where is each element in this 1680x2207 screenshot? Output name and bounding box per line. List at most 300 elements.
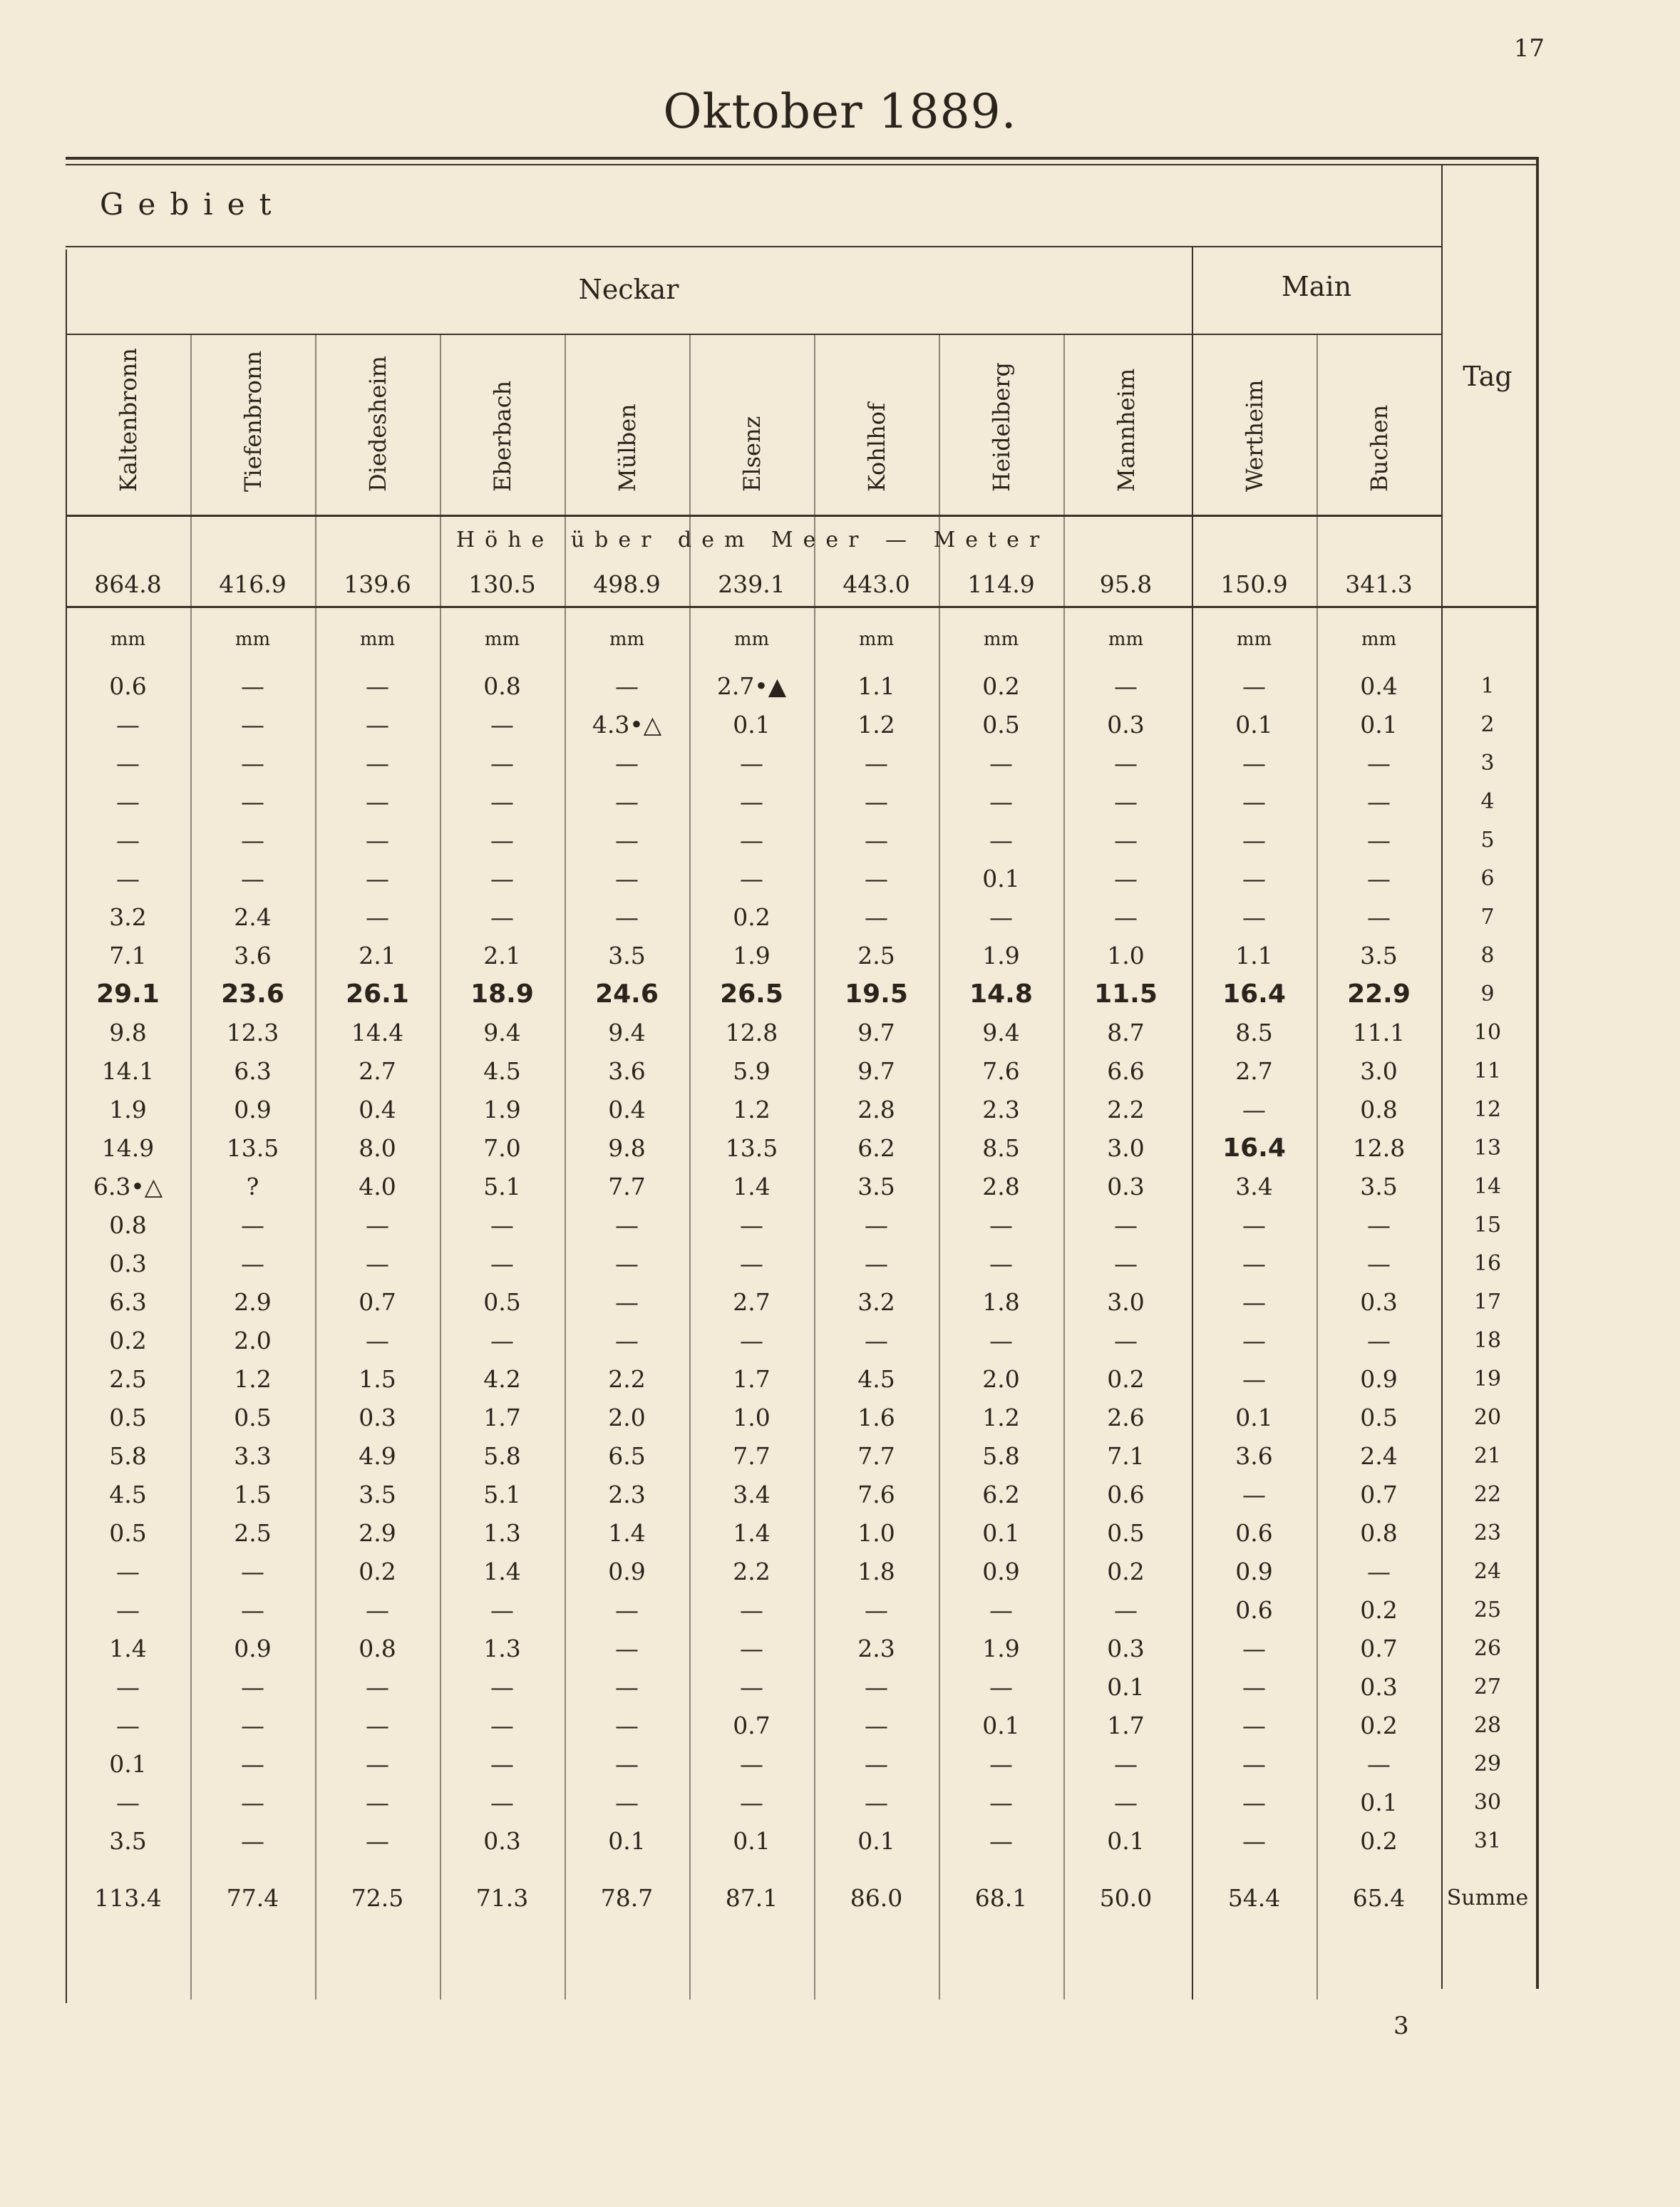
precip-cell: 16.4	[1222, 979, 1286, 1009]
precip-cell: —	[740, 1250, 763, 1277]
elevation-cell: 498.9	[593, 570, 661, 598]
precip-cell: —	[1114, 1211, 1138, 1239]
elevation-caption: Höhe über dem Meer — Meter	[456, 528, 1050, 552]
precip-cell: 2.0	[608, 1404, 646, 1431]
precip-cell: —	[1242, 1673, 1266, 1701]
precip-cell: —	[241, 788, 264, 816]
precip-cell: 6.3	[109, 1288, 147, 1316]
precip-cell: 9.4	[483, 1019, 521, 1046]
day-cell: 21	[1473, 1444, 1502, 1468]
elevation-cell: 150.9	[1220, 570, 1288, 598]
precip-cell: 2.9	[359, 1519, 396, 1547]
precip-cell: —	[366, 672, 389, 700]
precip-cell: 1.3	[483, 1635, 521, 1662]
precip-cell: —	[241, 749, 264, 777]
precip-cell: 3.3	[234, 1442, 272, 1470]
precip-cell: —	[490, 1596, 514, 1624]
precip-cell: 7.0	[483, 1134, 521, 1162]
station-name: Elsenz	[738, 416, 766, 492]
precip-cell: 0.9	[982, 1558, 1020, 1585]
precip-cell: ?	[246, 1173, 259, 1200]
day-cell: 24	[1473, 1559, 1502, 1584]
precip-cell: 9.7	[857, 1019, 895, 1046]
precip-cell: 7.6	[857, 1481, 895, 1508]
precip-cell: —	[865, 749, 888, 777]
precip-cell: —	[865, 1596, 888, 1624]
page-title: Oktober 1889.	[663, 84, 1017, 139]
precip-cell: 0.7	[1360, 1481, 1398, 1508]
precip-cell: 11.1	[1352, 1019, 1406, 1046]
elevation-cell: 864.8	[94, 570, 162, 598]
precip-cell: —	[865, 788, 888, 816]
precip-cell: 0.2	[1360, 1712, 1398, 1739]
sum-cell: 50.0	[1099, 1884, 1153, 1912]
elevation-cell: 130.5	[468, 570, 536, 598]
precip-cell: —	[615, 788, 639, 816]
precip-cell: 2.5	[857, 942, 895, 969]
precip-cell: 0.3	[1360, 1673, 1398, 1701]
precip-cell: —	[989, 788, 1013, 816]
precip-cell: —	[1242, 1635, 1266, 1662]
precip-cell: —	[865, 1250, 888, 1277]
station-header	[939, 341, 1063, 519]
precip-cell: 0.2	[982, 672, 1020, 700]
elevation-cell: 416.9	[219, 570, 287, 598]
station-header	[814, 341, 939, 519]
precip-cell: 1.1	[857, 672, 895, 700]
elevation-cell: 139.6	[344, 570, 411, 598]
precip-cell: 0.1	[733, 711, 771, 739]
precip-cell: 0.3	[1360, 1288, 1398, 1316]
precip-cell: 0.5	[483, 1288, 521, 1316]
station-header	[440, 341, 565, 519]
precip-cell: 7.1	[1107, 1442, 1145, 1470]
precip-cell: —	[1114, 903, 1138, 931]
day-cell: 18	[1473, 1328, 1502, 1353]
precip-cell: —	[740, 826, 763, 854]
precip-cell: —	[366, 749, 389, 777]
precip-cell: 1.7	[1107, 1712, 1145, 1739]
precip-cell: —	[1242, 1250, 1266, 1277]
region-neckar: Neckar	[578, 274, 679, 305]
precip-cell: 0.9	[608, 1558, 646, 1585]
precip-cell: —	[366, 1596, 389, 1624]
day-cell: 10	[1473, 1020, 1502, 1045]
precip-cell: —	[241, 1789, 264, 1816]
station-header	[689, 341, 814, 519]
precip-cell: 8.0	[359, 1134, 396, 1162]
precip-cell: 3.5	[608, 942, 646, 969]
precip-cell: 1.9	[733, 942, 771, 969]
precip-cell: —	[1367, 1750, 1391, 1778]
precip-cell: —	[241, 711, 264, 739]
precip-cell: —	[116, 865, 140, 892]
precip-cell: 3.5	[1360, 942, 1398, 969]
station-name: Wertheim	[1240, 379, 1268, 492]
day-cell: 3	[1480, 751, 1495, 776]
precip-cell: 1.4	[109, 1635, 147, 1662]
day-cell: 4	[1480, 789, 1495, 814]
unit-cell: mm	[1236, 629, 1272, 650]
precip-cell: —	[490, 1789, 514, 1816]
precip-cell: 0.3	[1107, 711, 1145, 739]
precip-cell: 9.7	[857, 1057, 895, 1085]
precip-cell: —	[490, 711, 514, 739]
precip-cell: —	[241, 1558, 264, 1585]
precip-cell: 0.7	[359, 1288, 396, 1316]
precip-cell: 2.4	[1360, 1442, 1398, 1470]
unit-cell: mm	[733, 629, 770, 650]
precip-cell: —	[1367, 788, 1391, 816]
precip-cell: —	[1242, 1365, 1266, 1393]
precip-cell: —	[366, 1827, 389, 1855]
precip-cell: 6.2	[982, 1481, 1020, 1508]
precip-cell: 2.2	[1107, 1096, 1145, 1123]
precip-cell: 12.8	[1352, 1134, 1406, 1162]
precip-cell: —	[241, 1250, 264, 1277]
precip-cell: 0.9	[1360, 1365, 1398, 1393]
precip-cell: —	[989, 1750, 1013, 1778]
precip-cell: —	[116, 1673, 140, 1701]
precip-cell: —	[1242, 1096, 1266, 1123]
day-cell: 17	[1473, 1290, 1502, 1315]
precip-cell: 0.3	[1107, 1173, 1145, 1200]
precip-cell: 4.3•△	[592, 711, 662, 739]
precip-cell: 0.8	[359, 1635, 396, 1662]
precip-cell: —	[740, 865, 763, 892]
precip-cell: —	[241, 1750, 264, 1778]
precip-cell: 5.8	[109, 1442, 147, 1470]
unit-cell: mm	[484, 629, 520, 650]
precip-cell: —	[615, 1789, 639, 1816]
precip-cell: 1.8	[857, 1558, 895, 1585]
precip-cell: 1.2	[234, 1365, 272, 1393]
precip-cell: 2.5	[109, 1365, 147, 1393]
precip-cell: —	[116, 711, 140, 739]
precip-cell: 2.0	[982, 1365, 1020, 1393]
elevation-cell: 341.3	[1345, 570, 1413, 598]
precip-cell: 5.1	[483, 1173, 521, 1200]
station-name: Mülben	[613, 403, 641, 492]
precip-cell: —	[366, 1673, 389, 1701]
precip-cell: —	[740, 1789, 763, 1816]
precip-cell: —	[1114, 1327, 1138, 1354]
precip-cell: 3.5	[857, 1173, 895, 1200]
precip-cell: —	[1242, 788, 1266, 816]
sum-label: Summe	[1446, 1886, 1529, 1910]
precip-cell: 1.4	[733, 1519, 771, 1547]
precip-cell: 2.1	[359, 942, 396, 969]
unit-cell: mm	[359, 629, 396, 650]
station-name: Tiefenbronn	[239, 350, 267, 492]
precip-cell: 1.7	[733, 1365, 771, 1393]
precip-cell: 3.6	[608, 1057, 646, 1085]
precip-cell: 0.1	[982, 1519, 1020, 1547]
precip-cell: 12.3	[226, 1019, 279, 1046]
station-name: Eberbach	[488, 380, 516, 492]
precip-cell: —	[1242, 1789, 1266, 1816]
precip-cell: —	[1114, 1750, 1138, 1778]
precip-cell: 2.3	[982, 1096, 1020, 1123]
precip-cell: 18.9	[470, 979, 534, 1009]
precip-cell: 0.2	[1107, 1558, 1145, 1585]
precip-cell: —	[1114, 865, 1138, 892]
precip-cell: —	[1114, 672, 1138, 700]
precip-cell: 2.8	[982, 1173, 1020, 1200]
top-rule	[66, 157, 1536, 160]
tag-header: Tag	[1463, 361, 1512, 392]
precip-cell: 3.0	[1107, 1134, 1145, 1162]
precip-cell: 6.5	[608, 1442, 646, 1470]
precip-cell: —	[1367, 1327, 1391, 1354]
precip-cell: —	[989, 1789, 1013, 1816]
precip-cell: 0.5	[109, 1404, 147, 1431]
precip-cell: 2.1	[483, 942, 521, 969]
station-header	[1316, 341, 1441, 519]
precip-cell: 0.9	[234, 1096, 272, 1123]
sum-cell: 68.1	[974, 1884, 1028, 1912]
precip-cell: 1.4	[608, 1519, 646, 1547]
day-cell: 5	[1480, 828, 1495, 853]
precip-cell: —	[1114, 1789, 1138, 1816]
gebiet-label: Gebiet	[100, 187, 286, 222]
precip-cell: —	[865, 865, 888, 892]
precip-cell: 13.5	[226, 1134, 279, 1162]
precip-cell: —	[1367, 826, 1391, 854]
precip-cell: 6.2	[857, 1134, 895, 1162]
precip-cell: 0.3	[483, 1827, 521, 1855]
precip-cell: 0.1	[857, 1827, 895, 1855]
precip-cell: 9.8	[608, 1134, 646, 1162]
day-cell: 8	[1480, 943, 1495, 968]
precip-cell: —	[865, 1673, 888, 1701]
precip-cell: 9.4	[608, 1019, 646, 1046]
day-cell: 19	[1473, 1367, 1502, 1391]
precip-cell: —	[989, 903, 1013, 931]
precip-cell: 7.1	[109, 942, 147, 969]
precip-cell: —	[490, 749, 514, 777]
day-cell: 2	[1480, 712, 1495, 737]
precip-cell: 8.7	[1107, 1019, 1145, 1046]
precip-cell: —	[490, 1327, 514, 1354]
precip-cell: —	[615, 1250, 639, 1277]
unit-cell: mm	[858, 629, 895, 650]
precip-cell: 0.2	[1360, 1827, 1398, 1855]
precip-cell: —	[989, 749, 1013, 777]
precip-cell: —	[116, 1596, 140, 1624]
precip-cell: —	[490, 865, 514, 892]
day-cell: 11	[1473, 1059, 1502, 1084]
precip-cell: —	[865, 1750, 888, 1778]
precip-cell: 0.6	[1235, 1519, 1273, 1547]
day-cell: 16	[1473, 1251, 1502, 1276]
precip-cell: —	[1114, 749, 1138, 777]
precip-cell: 1.2	[733, 1096, 771, 1123]
precip-cell: —	[615, 826, 639, 854]
precip-cell: 4.2	[483, 1365, 521, 1393]
right-border	[1536, 157, 1539, 1989]
precip-cell: —	[366, 1327, 389, 1354]
precip-cell: —	[490, 1712, 514, 1739]
precip-cell: —	[1367, 1211, 1391, 1239]
day-cell: 20	[1473, 1405, 1502, 1430]
precip-cell: —	[865, 826, 888, 854]
precip-cell: 26.1	[346, 979, 409, 1009]
precip-cell: 4.5	[857, 1365, 895, 1393]
precip-cell: 0.8	[1360, 1519, 1398, 1547]
precip-cell: 0.2	[109, 1327, 147, 1354]
precip-cell: 5.8	[483, 1442, 521, 1470]
precip-cell: —	[615, 672, 639, 700]
precip-cell: —	[1367, 1558, 1391, 1585]
precip-cell: —	[1114, 788, 1138, 816]
precip-cell: —	[366, 711, 389, 739]
precip-cell: 0.4	[608, 1096, 646, 1123]
precip-cell: —	[1367, 1250, 1391, 1277]
precip-cell: —	[490, 1211, 514, 1239]
precip-cell: 0.5	[1360, 1404, 1398, 1431]
day-cell: 14	[1473, 1174, 1502, 1199]
precip-cell: 0.9	[234, 1635, 272, 1662]
precip-cell: 0.2	[733, 903, 771, 931]
precip-cell: 3.0	[1107, 1288, 1145, 1316]
precip-cell: 0.7	[1360, 1635, 1398, 1662]
sum-cell: 54.4	[1227, 1884, 1281, 1912]
precip-cell: 3.2	[109, 903, 147, 931]
region-rule	[66, 246, 1441, 247]
precip-cell: 3.4	[733, 1481, 771, 1508]
precip-cell: —	[241, 1673, 264, 1701]
precip-cell: 2.7	[1235, 1057, 1273, 1085]
precip-cell: 0.9	[1235, 1558, 1273, 1585]
precip-cell: —	[1114, 1596, 1138, 1624]
station-header	[66, 341, 190, 519]
precip-cell: —	[366, 1789, 389, 1816]
precip-cell: —	[366, 865, 389, 892]
precip-cell: —	[116, 1558, 140, 1585]
precip-cell: 1.1	[1235, 942, 1273, 969]
sum-cell: 78.7	[600, 1884, 654, 1912]
elevation-cell: 95.8	[1099, 570, 1153, 598]
precip-cell: 26.5	[720, 979, 783, 1009]
precip-cell: —	[490, 1250, 514, 1277]
precip-cell: 1.5	[234, 1481, 272, 1508]
precip-cell: —	[989, 1673, 1013, 1701]
sum-cell: 71.3	[475, 1884, 529, 1912]
precip-cell: —	[740, 1596, 763, 1624]
unit-cell: mm	[1108, 629, 1144, 650]
precip-cell: —	[989, 1250, 1013, 1277]
precip-cell: 19.5	[845, 979, 908, 1009]
day-cell: 6	[1480, 866, 1495, 891]
day-cell: 28	[1473, 1713, 1502, 1738]
precip-cell: 2.3	[857, 1635, 895, 1662]
precip-cell: 8.5	[1235, 1019, 1273, 1046]
precip-cell: —	[1242, 1827, 1266, 1855]
precip-cell: 0.4	[359, 1096, 396, 1123]
precip-cell: 5.9	[733, 1057, 771, 1085]
precip-cell: —	[865, 1327, 888, 1354]
precip-cell: 2.5	[234, 1519, 272, 1547]
day-cell: 22	[1473, 1482, 1502, 1507]
precip-cell: —	[241, 1596, 264, 1624]
sum-cell: 87.1	[725, 1884, 778, 1912]
precip-cell: 14.8	[969, 979, 1033, 1009]
precip-cell: 4.5	[483, 1057, 521, 1085]
precip-cell: —	[740, 788, 763, 816]
precip-cell: —	[116, 788, 140, 816]
precip-cell: 0.1	[1235, 1404, 1273, 1431]
precip-cell: 1.7	[483, 1404, 521, 1431]
precip-cell: 0.1	[109, 1750, 147, 1778]
precip-cell: 2.7•▲	[716, 672, 787, 700]
precip-cell: 5.8	[982, 1442, 1020, 1470]
precip-cell: 1.6	[857, 1404, 895, 1431]
day-cell: 9	[1480, 982, 1495, 1007]
precip-cell: 0.1	[1360, 711, 1398, 739]
precip-cell: —	[865, 1712, 888, 1739]
region-main: Main	[1281, 271, 1352, 302]
precip-cell: 0.2	[1107, 1365, 1145, 1393]
precip-cell: 4.0	[359, 1173, 396, 1200]
precip-cell: 24.6	[595, 979, 659, 1009]
station-header	[1063, 341, 1188, 519]
precip-cell: —	[615, 1288, 639, 1316]
precip-cell: 12.8	[725, 1019, 778, 1046]
precip-cell: 4.9	[359, 1442, 396, 1470]
precip-cell: 1.0	[733, 1404, 771, 1431]
day-cell: 26	[1473, 1636, 1502, 1661]
precip-cell: 11.5	[1094, 979, 1158, 1009]
precip-cell: 4.5	[109, 1481, 147, 1508]
station-name: Diedesheim	[364, 356, 391, 492]
precip-cell: 3.5	[359, 1481, 396, 1508]
day-cell: 27	[1473, 1674, 1502, 1699]
precip-cell: —	[241, 1827, 264, 1855]
precip-cell: 9.8	[109, 1019, 147, 1046]
precip-cell: —	[1367, 865, 1391, 892]
unit-cell: mm	[110, 629, 146, 650]
precip-cell: —	[615, 749, 639, 777]
precip-cell: —	[740, 749, 763, 777]
unit-cell: mm	[1361, 629, 1397, 650]
precip-cell: 0.2	[359, 1558, 396, 1585]
precip-cell: —	[366, 1211, 389, 1239]
precip-cell: —	[116, 826, 140, 854]
precip-cell: 0.8	[483, 672, 521, 700]
day-cell: 15	[1473, 1213, 1502, 1238]
precip-cell: —	[1242, 826, 1266, 854]
precip-cell: 6.3•△	[93, 1173, 163, 1200]
day-cell: 31	[1473, 1828, 1502, 1853]
precip-cell: 1.2	[982, 1404, 1020, 1431]
precip-cell: 16.4	[1222, 1133, 1286, 1163]
station-name: Kohlhof	[862, 403, 890, 492]
precip-cell: —	[366, 1712, 389, 1739]
precip-cell: 0.1	[1107, 1827, 1145, 1855]
precip-cell: 0.3	[359, 1404, 396, 1431]
elevation-cell: 114.9	[967, 570, 1035, 598]
day-cell: 13	[1473, 1136, 1502, 1161]
precip-cell: 0.1	[1107, 1673, 1145, 1701]
precip-cell: 3.4	[1235, 1173, 1273, 1200]
footer-number: 3	[1393, 2012, 1409, 2040]
precip-cell: 0.1	[1360, 1789, 1398, 1816]
precip-cell: —	[740, 1673, 763, 1701]
precip-cell: 1.9	[483, 1096, 521, 1123]
precip-cell: —	[615, 1712, 639, 1739]
precip-cell: —	[116, 749, 140, 777]
